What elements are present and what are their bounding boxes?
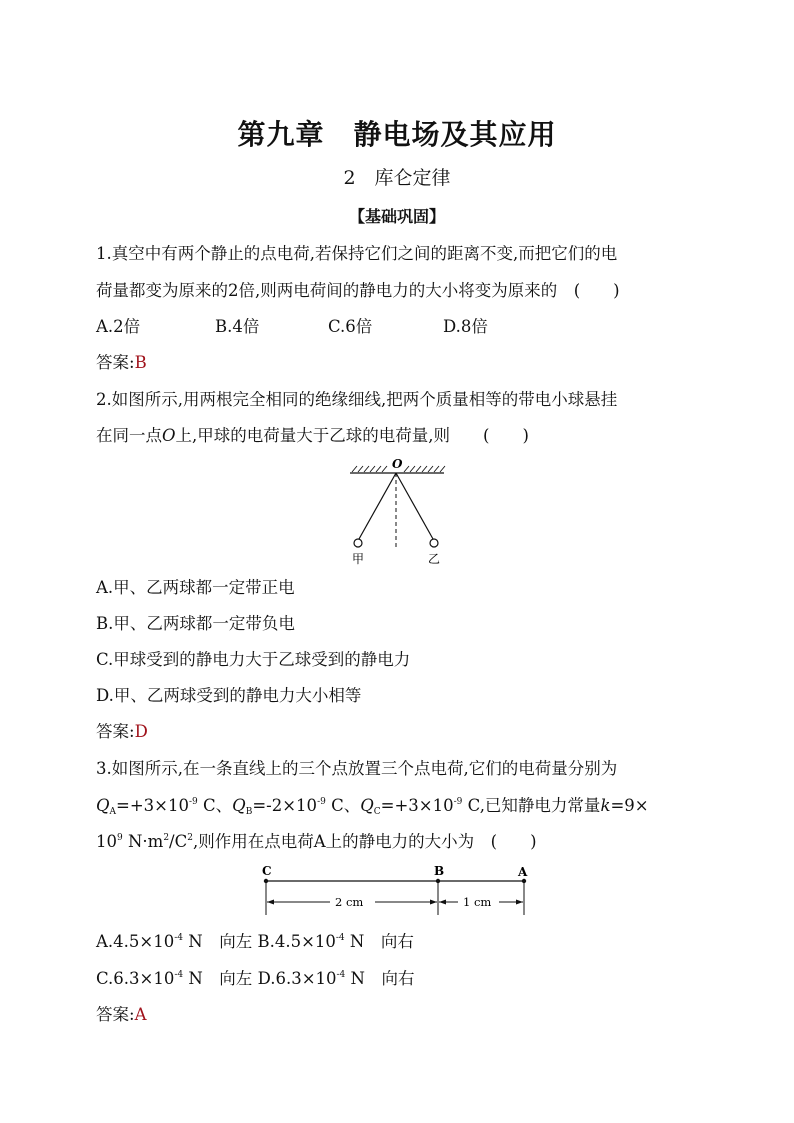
q1-answer-value: B (134, 353, 147, 372)
section-label: 【基础巩固】 (348, 207, 445, 226)
pendulum-figure (340, 452, 460, 568)
ball-jia-label: 甲 (352, 552, 365, 566)
point-a-label: A (518, 865, 528, 879)
q1-answer (96, 351, 147, 375)
q1-stem-line2: 荷量都变为原来的2倍,则两电荷间的静电力的大小将变为原来的 ( ) (96, 281, 620, 300)
dimension-ba (439, 895, 523, 909)
q3-options-row2 (96, 967, 414, 991)
chapter-title: 第九章 静电场及其应用 (237, 118, 557, 151)
q3-option-a: $A.4.5\times 10^{-4}$ N 向左 (96, 932, 258, 951)
answer-label: 答案: (96, 1005, 135, 1024)
point-o-label: O (392, 457, 403, 471)
q3-option-b: $B.4.5\times 10^{-4}$ N 向右 (257, 932, 414, 951)
q3-stem-line3: $10^9$ $N\cdot m^2/C^2$,则作用在点电荷A上的静电力的大小为 ( ) (96, 832, 537, 851)
q3-answer (96, 1003, 146, 1027)
q1-stem-line1: 1.真空中有两个静止的点电荷,若保持它们之间的距离不变,而把它们的电 (96, 244, 618, 263)
dist-ba-label: 1 cm (463, 895, 492, 909)
answer-label: 答案: (96, 353, 135, 372)
q2-stem-line2: 在同一点O上,甲球的电荷量大于乙球的电荷量,则 ( ) (96, 426, 529, 445)
dist-cb-label: 2 cm (335, 895, 364, 909)
q2-option-a: A.甲、乙两球都一定带正电 (96, 578, 295, 597)
q3-option-d: $D.6.3\times 10^{-4}$ N 向右 (257, 969, 415, 988)
q2-option-c: C.甲球受到的静电力大于乙球受到的静电力 (96, 650, 411, 669)
q3-stem-line2: $Q_A=+3\times 10^{-9}$ C、$Q_B=-2\times 10^{-9}$ C、$Q_C=+3\times 10^{-9}$ C,已知静电力常量k=9× (96, 796, 649, 817)
left-thread (359, 473, 396, 539)
q2-stem-line1: 2.如图所示,用两根完全相同的绝缘细线,把两个质量相等的带电小球悬挂 (96, 390, 618, 409)
q3-option-c: $C.6.3\times 10^{-4}$ N 向左 (96, 969, 258, 988)
ball-jia (354, 539, 362, 547)
dimension-cb (267, 895, 437, 909)
q3-answer-value: A (134, 1005, 147, 1024)
lesson-subtitle: 2 库仑定律 (343, 167, 451, 189)
q1-option-b: B.4倍 (215, 317, 260, 336)
point-o-symbol: O (162, 426, 176, 445)
point-c-label: C (262, 864, 272, 878)
q1-option-c: C.6倍 (328, 317, 373, 336)
q2-option-d: D.甲、乙两球受到的静电力大小相等 (96, 686, 362, 705)
right-thread (396, 473, 433, 539)
q1-option-a: A.2倍 (96, 317, 141, 336)
q3-stem-line1: 3.如图所示,在一条直线上的三个点放置三个点电荷,它们的电荷量分别为 (96, 759, 618, 778)
point-b-label: B (434, 864, 445, 878)
q2-answer (96, 720, 148, 744)
ball-yi (430, 539, 438, 547)
q1-option-d: D.8倍 (443, 317, 488, 336)
answer-label: 答案: (96, 722, 135, 741)
q2-answer-value: D (134, 722, 148, 741)
q2-option-b: B.甲、乙两球都一定带负电 (96, 614, 295, 633)
point-charges-figure (255, 860, 540, 920)
ball-yi-label: 乙 (428, 552, 441, 566)
q3-options-row1 (96, 930, 414, 954)
